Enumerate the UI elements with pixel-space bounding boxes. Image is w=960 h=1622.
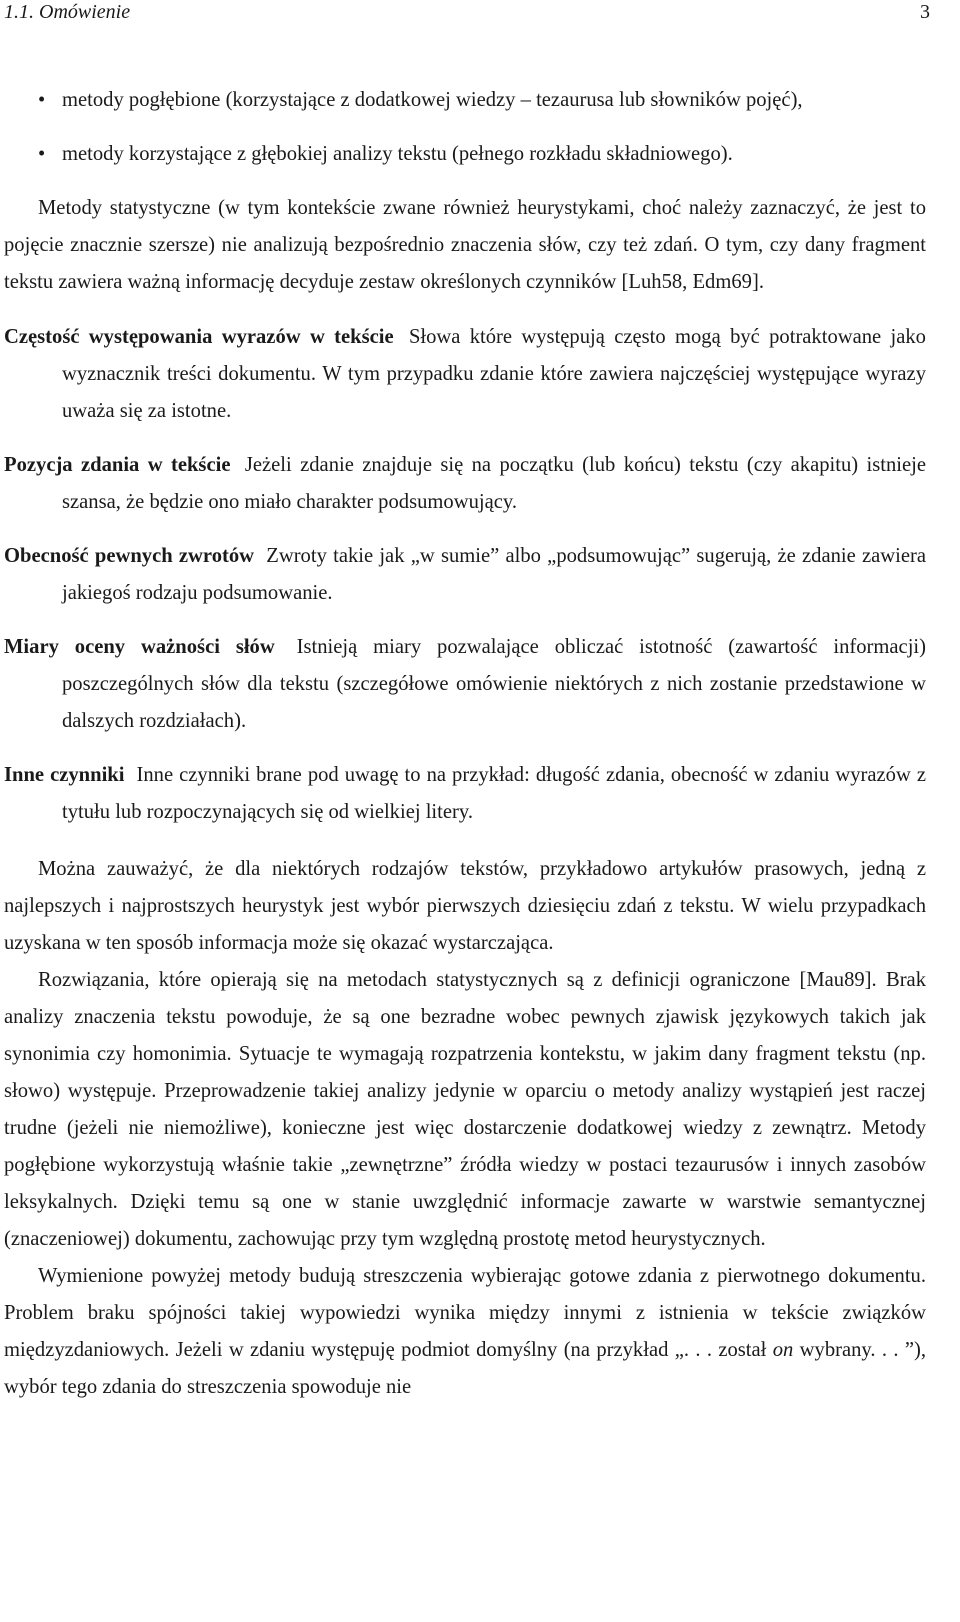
emphasis-text: on: [772, 1339, 794, 1361]
factor-text: Inne czynniki brane pod uwagę to na przykład: długość zdania, obecność w zdaniu wyrazów z tytułu lub rozpoczynających się od wielkiej litery.: [62, 764, 926, 823]
paragraph-heuristics: Można zauważyć, że dla niektórych rodzajów tekstów, przykładowo artykułów prasowych, jedną z najlepszych i najprostszych heurystyk jest wybór pierwszych dziesięciu zdań z tekstu. W wielu przypadkach uzyskana w ten sposób informacja może się okazać wystarczająca.: [4, 858, 926, 954]
factor-text: Jeżeli zdanie znajduje się na początku (lub końcu) tekstu (czy akapitu) istnieje szansa, że będzie ono miało charakter podsumowujący.: [62, 454, 927, 513]
methods-bullet-list: [4, 82, 926, 173]
factor-text: Istnieją miary pozwalające obliczać istotność (zawartość informacji) poszczególnych słów dla tekstu (szczegółowe omówienie niektórych z nich zostanie przedstawione w dalszych rozdziałach).: [62, 636, 926, 732]
paragraph-coherence: [4, 1258, 926, 1406]
paragraph-text: wybrany. . . ”), wybór tego zdania do streszczenia spowoduje nie: [4, 1339, 926, 1398]
page-number: 3: [920, 1, 930, 23]
bullet-icon: •: [38, 89, 46, 111]
factor-term: Inne czynniki: [4, 764, 125, 786]
factor-text: Zwroty takie jak „w sumie” albo „podsumowując” sugerują, że zdanie zawiera jakiegoś rodzaju podsumowanie.: [62, 545, 926, 604]
bullet-icon: •: [38, 143, 46, 165]
factor-item: [4, 447, 926, 521]
paragraph-text: Wymienione powyżej metody budują streszczenia wybierając gotowe zdania z pierwotnego dokumentu. Problem braku spójności takiej wypowiedzi wynika między innymi z istnienia w tekście związków międzyzdaniowych. Jeżeli w zdaniu występuję podmiot domyślny (na przykład „. . . został: [4, 1265, 926, 1361]
factor-item: [4, 319, 926, 430]
factor-term: Miary oceny ważności słów: [4, 636, 275, 658]
factors-description-list: [4, 319, 926, 831]
factor-item: [4, 538, 926, 612]
list-item: [4, 82, 926, 119]
running-header: [4, 0, 930, 24]
factor-item: [4, 629, 926, 740]
factor-term: Pozycja zdania w tekście: [4, 454, 231, 476]
factor-term: Częstość występowania wyrazów w tekście: [4, 326, 394, 348]
list-item-text: metody korzystające z głębokiej analizy tekstu (pełnego rozkładu składniowego).: [62, 143, 733, 165]
section-title: 1.1. Omówienie: [4, 1, 131, 23]
list-item: [4, 136, 926, 173]
list-item-text: metody pogłębione (korzystające z dodatkowej wiedzy – tezaurusa lub słowników pojęć),: [62, 89, 803, 111]
body-text: [4, 82, 926, 1406]
paragraph-limitations: Rozwiązania, które opierają się na metodach statystycznych są z definicji ograniczone [Mau89]. Brak analizy znaczenia tekstu powoduje, że są one bezradne wobec pewnych zjawisk językowych takich jak synonimia czy homonimia. Sytuacje te wymagają rozpatrzenia kontekstu, w jakim dany fragment tekstu (np. słowo) występuje. Przeprowadzenie takiej analizy jedynie w oparciu o metody analizy wystąpień jest raczej trudne (jeżeli nie niemożliwe), konieczne jest więc dostarczenie dodatkowej wiedzy z zewnątrz. Metody pogłębione wykorzystują właśnie takie „zewnętrzne” źródła wiedzy w postaci tezaurusów i innych zasobów leksykalnych. Dzięki temu są one w stanie uwzględnić informacje zawarte w warstwie semantycznej (znaczeniowej) dokumentu, zachowując przy tym względną prostotę metod heurystycznych.: [4, 969, 926, 1250]
factor-term: Obecność pewnych zwrotów: [4, 545, 255, 567]
paragraph-statistical-methods: Metody statystyczne (w tym kontekście zwane również heurystykami, choć należy zaznaczyć, że jest to pojęcie znacznie szersze) nie analizują bezpośrednio znaczenia słów, czy też zdań. O tym, czy dany fragment tekstu zawiera ważną informację decyduje zestaw określonych czynników [Luh58, Edm69].: [4, 197, 926, 293]
factor-text: Słowa które występują często mogą być potraktowane jako wyznacznik treści dokumentu. W tym przypadku zdanie które zawiera najczęściej występujące wyrazy uważa się za istotne.: [62, 326, 926, 422]
factor-item: [4, 757, 926, 831]
